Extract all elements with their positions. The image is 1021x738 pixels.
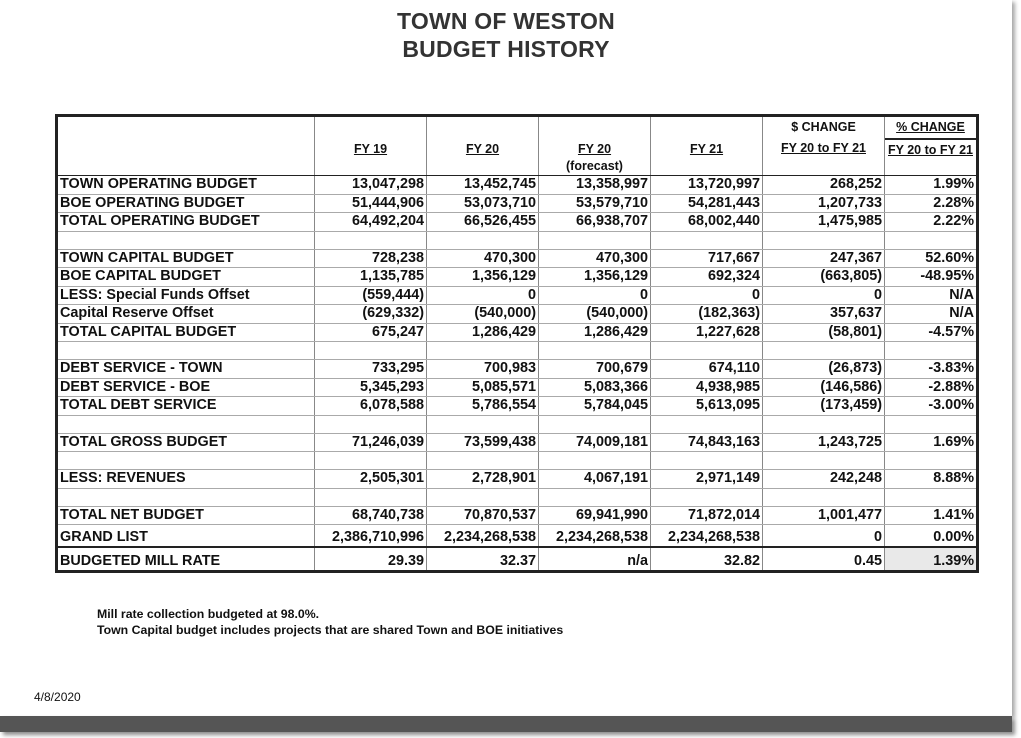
cell-fy21: 674,110 xyxy=(651,360,763,379)
cell-usd-change: (663,805) xyxy=(763,268,885,287)
cell-usd-change: (26,873) xyxy=(763,360,885,379)
document-date: 4/8/2020 xyxy=(34,690,81,704)
cell-fy20: 73,599,438 xyxy=(427,433,539,452)
cell-fy19: 5,345,293 xyxy=(315,378,427,397)
header-pct-change: % CHANGE FY 20 to FY 21 xyxy=(885,116,978,176)
table-row xyxy=(57,268,978,287)
cell-pct-change: 2.22% xyxy=(885,213,978,232)
table-row xyxy=(57,547,978,572)
row-label: BOE CAPITAL BUDGET xyxy=(57,268,315,287)
cell-fy21: 1,227,628 xyxy=(651,323,763,342)
cell-pct-change: 52.60% xyxy=(885,249,978,268)
header-fy20-forecast: FY 20 (forecast) xyxy=(539,116,651,176)
cell-pct-change: -4.57% xyxy=(885,323,978,342)
table-row xyxy=(57,286,978,305)
spacer-row xyxy=(57,488,978,506)
budget-history-table xyxy=(55,114,979,573)
document-title: TOWN OF WESTON xyxy=(397,8,615,34)
cell-fy20-forecast: 74,009,181 xyxy=(539,433,651,452)
table-row xyxy=(57,249,978,268)
table-row xyxy=(57,506,978,525)
cell-fy20-forecast: 1,286,429 xyxy=(539,323,651,342)
cell-usd-change: 0 xyxy=(763,525,885,548)
table-row xyxy=(57,433,978,452)
cell-usd-change: 357,637 xyxy=(763,305,885,324)
cell-fy20: 32.37 xyxy=(427,547,539,572)
cell-usd-change: (58,801) xyxy=(763,323,885,342)
cell-pct-change: N/A xyxy=(885,286,978,305)
cell-fy20: 470,300 xyxy=(427,249,539,268)
header-usd-change: $ CHANGE FY 20 to FY 21 xyxy=(763,116,885,176)
cell-fy20: 53,073,710 xyxy=(427,194,539,213)
cell-fy19: 68,740,738 xyxy=(315,506,427,525)
cell-fy20: 5,085,571 xyxy=(427,378,539,397)
document-subtitle: BUDGET HISTORY xyxy=(402,36,610,62)
cell-fy21: 5,613,095 xyxy=(651,397,763,416)
cell-fy21: (182,363) xyxy=(651,305,763,324)
cell-usd-change: 1,207,733 xyxy=(763,194,885,213)
cell-fy19: (559,444) xyxy=(315,286,427,305)
cell-fy21: 74,843,163 xyxy=(651,433,763,452)
cell-fy20-forecast: (540,000) xyxy=(539,305,651,324)
cell-pct-change: 0.00% xyxy=(885,525,978,548)
cell-fy21: 2,971,149 xyxy=(651,470,763,489)
cell-usd-change: 1,243,725 xyxy=(763,433,885,452)
cell-pct-change: N/A xyxy=(885,305,978,324)
cell-fy20-forecast: 69,941,990 xyxy=(539,506,651,525)
cell-fy20-forecast: 13,358,997 xyxy=(539,176,651,195)
cell-pct-change: 8.88% xyxy=(885,470,978,489)
table-row xyxy=(57,360,978,379)
cell-fy20-forecast: 700,679 xyxy=(539,360,651,379)
table-row xyxy=(57,305,978,324)
cell-fy19: 733,295 xyxy=(315,360,427,379)
cell-fy19: 6,078,588 xyxy=(315,397,427,416)
cell-fy20-forecast: 1,356,129 xyxy=(539,268,651,287)
cell-fy20: 70,870,537 xyxy=(427,506,539,525)
cell-fy19: 29.39 xyxy=(315,547,427,572)
cell-fy20-forecast: 53,579,710 xyxy=(539,194,651,213)
cell-fy20-forecast: 5,784,045 xyxy=(539,397,651,416)
cell-pct-change: 1.69% xyxy=(885,433,978,452)
cell-pct-change: 1.41% xyxy=(885,506,978,525)
cell-fy19: 675,247 xyxy=(315,323,427,342)
cell-pct-change: -3.83% xyxy=(885,360,978,379)
cell-fy20: 700,983 xyxy=(427,360,539,379)
cell-fy19: 13,047,298 xyxy=(315,176,427,195)
table-row xyxy=(57,378,978,397)
table-row xyxy=(57,323,978,342)
cell-fy20: 1,356,129 xyxy=(427,268,539,287)
cell-fy21: 54,281,443 xyxy=(651,194,763,213)
cell-fy21: 13,720,997 xyxy=(651,176,763,195)
header-fy21: FY 21 xyxy=(651,116,763,176)
cell-usd-change: (173,459) xyxy=(763,397,885,416)
row-label: TOTAL DEBT SERVICE xyxy=(57,397,315,416)
table-header-row xyxy=(57,116,978,176)
row-label: BUDGETED MILL RATE xyxy=(57,547,315,572)
cell-usd-change: 247,367 xyxy=(763,249,885,268)
cell-usd-change: 242,248 xyxy=(763,470,885,489)
row-label: TOTAL CAPITAL BUDGET xyxy=(57,323,315,342)
spacer-row xyxy=(57,231,978,249)
cell-pct-change: -2.88% xyxy=(885,378,978,397)
cell-usd-change: 0.45 xyxy=(763,547,885,572)
cell-pct-change: 1.99% xyxy=(885,176,978,195)
row-label: TOTAL GROSS BUDGET xyxy=(57,433,315,452)
footnote-capital: Town Capital budget includes projects that are shared Town and BOE initiatives xyxy=(97,623,564,637)
row-label: DEBT SERVICE - TOWN xyxy=(57,360,315,379)
page-bottom-bar xyxy=(0,716,1012,732)
cell-fy19: 2,386,710,996 xyxy=(315,525,427,548)
table-row xyxy=(57,213,978,232)
cell-pct-change: -48.95% xyxy=(885,268,978,287)
cell-fy20: 0 xyxy=(427,286,539,305)
cell-fy20-forecast: 5,083,366 xyxy=(539,378,651,397)
footnote-mill-rate: Mill rate collection budgeted at 98.0%. xyxy=(97,607,320,621)
cell-fy19: 1,135,785 xyxy=(315,268,427,287)
cell-usd-change: 1,475,985 xyxy=(763,213,885,232)
table-row xyxy=(57,525,978,548)
cell-fy19: 64,492,204 xyxy=(315,213,427,232)
cell-fy20: 1,286,429 xyxy=(427,323,539,342)
cell-pct-change: 2.28% xyxy=(885,194,978,213)
cell-fy20: (540,000) xyxy=(427,305,539,324)
cell-fy19: 2,505,301 xyxy=(315,470,427,489)
row-label: LESS: Special Funds Offset xyxy=(57,286,315,305)
cell-fy21: 0 xyxy=(651,286,763,305)
table-row xyxy=(57,470,978,489)
cell-fy21: 32.82 xyxy=(651,547,763,572)
cell-fy19: 51,444,906 xyxy=(315,194,427,213)
cell-fy21: 692,324 xyxy=(651,268,763,287)
row-label: GRAND LIST xyxy=(57,525,315,548)
cell-fy20: 5,786,554 xyxy=(427,397,539,416)
row-label: Capital Reserve Offset xyxy=(57,305,315,324)
cell-pct-change: -3.00% xyxy=(885,397,978,416)
cell-fy21: 717,667 xyxy=(651,249,763,268)
row-label: LESS: REVENUES xyxy=(57,470,315,489)
spacer-row xyxy=(57,415,978,433)
cell-fy20-forecast: 2,234,268,538 xyxy=(539,525,651,548)
spacer-row xyxy=(57,452,978,470)
row-label: BOE OPERATING BUDGET xyxy=(57,194,315,213)
header-fy20: FY 20 xyxy=(427,116,539,176)
row-label: TOWN OPERATING BUDGET xyxy=(57,176,315,195)
row-label: DEBT SERVICE - BOE xyxy=(57,378,315,397)
table-row xyxy=(57,194,978,213)
cell-fy19: 71,246,039 xyxy=(315,433,427,452)
cell-fy21: 68,002,440 xyxy=(651,213,763,232)
cell-fy20-forecast: 470,300 xyxy=(539,249,651,268)
header-fy19: FY 19 xyxy=(315,116,427,176)
cell-usd-change: 0 xyxy=(763,286,885,305)
footnotes xyxy=(97,606,563,638)
cell-fy20-forecast: 66,938,707 xyxy=(539,213,651,232)
cell-usd-change: 268,252 xyxy=(763,176,885,195)
cell-usd-change: (146,586) xyxy=(763,378,885,397)
cell-fy19: (629,332) xyxy=(315,305,427,324)
row-label: TOTAL NET BUDGET xyxy=(57,506,315,525)
cell-fy19: 728,238 xyxy=(315,249,427,268)
row-label: TOTAL OPERATING BUDGET xyxy=(57,213,315,232)
cell-usd-change: 1,001,477 xyxy=(763,506,885,525)
row-label: TOWN CAPITAL BUDGET xyxy=(57,249,315,268)
cell-fy20-forecast: 4,067,191 xyxy=(539,470,651,489)
table-row xyxy=(57,176,978,195)
cell-fy20-forecast: n/a xyxy=(539,547,651,572)
cell-fy20: 2,728,901 xyxy=(427,470,539,489)
header-label-blank xyxy=(57,116,315,176)
cell-fy20-forecast: 0 xyxy=(539,286,651,305)
cell-fy21: 71,872,014 xyxy=(651,506,763,525)
cell-fy20: 66,526,455 xyxy=(427,213,539,232)
cell-fy20: 2,234,268,538 xyxy=(427,525,539,548)
cell-fy21: 4,938,985 xyxy=(651,378,763,397)
cell-fy20: 13,452,745 xyxy=(427,176,539,195)
spacer-row xyxy=(57,342,978,360)
table-row xyxy=(57,397,978,416)
cell-pct-change: 1.39% xyxy=(885,547,978,572)
cell-fy21: 2,234,268,538 xyxy=(651,525,763,548)
